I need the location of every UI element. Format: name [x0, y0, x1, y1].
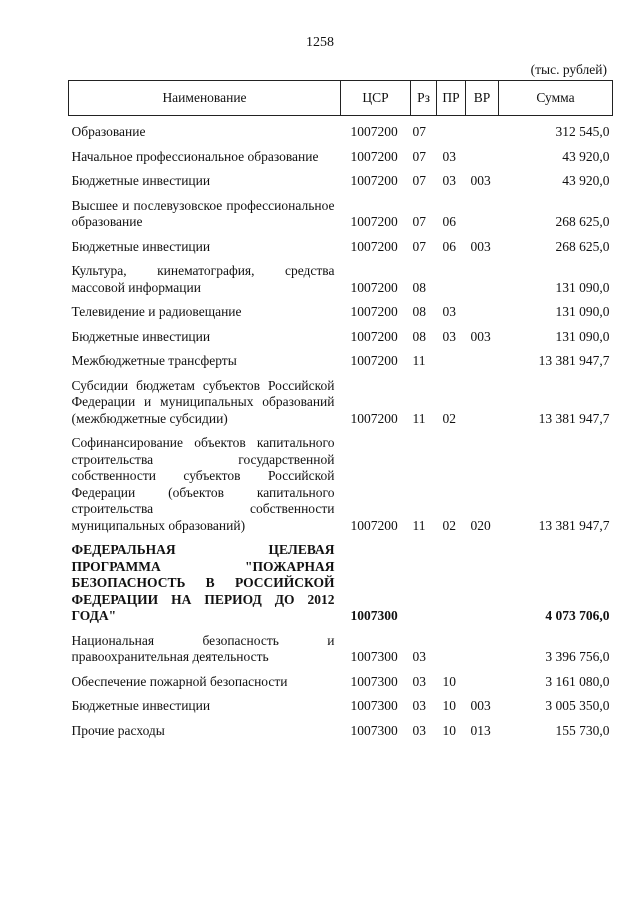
- row-pr: 10: [442, 722, 456, 738]
- row-rz: 11: [412, 517, 426, 533]
- header-name: Наименование: [69, 81, 341, 116]
- row-name: Высшее и послевузовское профессиональное образование: [71, 197, 335, 229]
- header-sum: Сумма: [499, 81, 613, 116]
- row-name: Телевидение и радиовещание: [71, 304, 242, 319]
- row-name: Культура, кинематография, средства массовой информации: [71, 263, 335, 295]
- row-name: Прочие расходы: [71, 722, 165, 738]
- header-pr: ПР: [437, 81, 466, 116]
- row-pr: [437, 345, 466, 370]
- table-row: [69, 296, 613, 321]
- row-sum: 13 381 947,7: [538, 353, 610, 368]
- row-vr: [466, 345, 499, 370]
- row-name: Бюджетные инвестиции: [71, 698, 211, 713]
- row-sum: 3 161 080,0: [545, 673, 610, 689]
- table-row: [69, 190, 613, 231]
- row-rz: 08: [412, 328, 426, 344]
- row-pr: 02: [442, 410, 456, 426]
- row-csr: 1007300: [350, 608, 398, 623]
- row-pr: 06: [442, 214, 456, 229]
- row-sum: 312 545,0: [555, 124, 610, 139]
- row-name: Обеспечение пожарной безопасности: [71, 673, 288, 689]
- budget-table: [68, 80, 613, 739]
- header-rz: Рз: [411, 81, 437, 116]
- table-row: [69, 534, 613, 625]
- row-sum: 131 090,0: [555, 279, 610, 295]
- row-pr: 02: [442, 517, 456, 533]
- row-vr: 003: [470, 238, 491, 254]
- row-csr: 1007200: [350, 124, 398, 139]
- row-pr: [437, 625, 466, 666]
- row-vr: [466, 141, 499, 166]
- row-name: Софинансирование объектов капитального строительства государственной собственности субъектов Российской Федерации (объектов капитального строительства собственности муниципальных образований): [71, 435, 335, 533]
- row-csr: 1007300: [350, 673, 398, 689]
- row-sum: 155 730,0: [555, 722, 610, 738]
- page-number: 1258: [306, 35, 334, 50]
- row-rz: 03: [412, 673, 426, 689]
- row-csr: 1007200: [350, 328, 398, 344]
- row-vr: [466, 534, 499, 625]
- row-rz: 07: [412, 124, 426, 139]
- row-rz: 07: [412, 238, 426, 254]
- row-pr: 10: [442, 698, 456, 713]
- row-pr: [437, 255, 466, 296]
- row-sum: 43 920,0: [562, 173, 610, 188]
- row-csr: 1007200: [350, 410, 398, 426]
- row-vr: 003: [470, 698, 491, 713]
- row-vr: [466, 190, 499, 231]
- row-pr: 06: [442, 238, 456, 254]
- row-vr: [466, 255, 499, 296]
- table-row: [69, 255, 613, 296]
- row-csr: 1007200: [350, 238, 398, 254]
- row-rz: [411, 534, 437, 625]
- row-rz: 07: [412, 148, 426, 164]
- row-name: Национальная безопасность и правоохранительная деятельность: [71, 632, 335, 664]
- row-pr: 03: [442, 148, 456, 164]
- table-row: [69, 427, 613, 534]
- row-vr: [466, 116, 499, 141]
- row-csr: 1007200: [350, 304, 398, 319]
- header-vr: ВР: [466, 81, 499, 116]
- table-row: [69, 370, 613, 428]
- row-pr: 03: [442, 304, 456, 319]
- row-sum: 3 005 350,0: [545, 698, 610, 713]
- units-label: (тыс. рублей): [530, 62, 607, 77]
- row-vr: 013: [470, 722, 491, 738]
- row-csr: 1007300: [350, 698, 398, 713]
- row-name: Бюджетные инвестиции: [71, 238, 211, 254]
- row-csr: 1007200: [350, 279, 398, 295]
- row-sum: 4 073 706,0: [545, 608, 610, 623]
- row-vr: [466, 296, 499, 321]
- row-vr: [466, 666, 499, 691]
- row-rz: 08: [412, 304, 426, 319]
- row-csr: 1007300: [350, 649, 398, 664]
- row-csr: 1007200: [350, 353, 398, 368]
- row-name: Субсидии бюджетам субъектов Российской Федерации и муниципальных образований (межбюджетные субсидии): [71, 377, 335, 426]
- row-pr: 03: [442, 173, 456, 188]
- header-csr: ЦСР: [341, 81, 411, 116]
- table-row: [69, 116, 613, 141]
- table-body: [69, 116, 613, 740]
- row-csr: 1007300: [350, 722, 398, 738]
- row-rz: 07: [412, 214, 426, 229]
- row-rz: 08: [412, 279, 426, 295]
- row-name: Начальное профессиональное образование: [71, 148, 319, 164]
- table-row: [69, 321, 613, 346]
- row-vr: [466, 625, 499, 666]
- table-header-row: [69, 81, 613, 116]
- row-pr: [437, 534, 466, 625]
- row-csr: 1007200: [350, 148, 398, 164]
- row-sum: 131 090,0: [555, 304, 610, 319]
- row-sum: 13 381 947,7: [538, 410, 610, 426]
- row-sum: 131 090,0: [555, 328, 610, 344]
- row-csr: 1007200: [350, 173, 398, 188]
- row-csr: 1007200: [350, 214, 398, 229]
- row-name: Бюджетные инвестиции: [71, 173, 211, 188]
- row-csr: 1007200: [350, 517, 398, 533]
- row-vr: [466, 370, 499, 428]
- row-rz: 03: [412, 722, 426, 738]
- row-rz: 07: [412, 173, 426, 188]
- table-row: [69, 141, 613, 166]
- row-vr: 020: [470, 517, 491, 533]
- row-sum: 3 396 756,0: [545, 649, 610, 664]
- row-name: Бюджетные инвестиции: [71, 328, 211, 344]
- table-row: [69, 345, 613, 370]
- row-rz: 11: [412, 353, 426, 368]
- row-sum: 268 625,0: [555, 214, 610, 229]
- row-vr: 003: [470, 173, 491, 188]
- row-name: Межбюджетные трансферты: [71, 353, 237, 368]
- row-name: Образование: [71, 124, 146, 139]
- table-row: [69, 165, 613, 190]
- row-rz: 03: [412, 698, 426, 713]
- row-pr: 10: [442, 673, 456, 689]
- table-row: [69, 715, 613, 740]
- row-rz: 03: [412, 649, 426, 664]
- row-name: ФЕДЕРАЛЬНАЯ ЦЕЛЕВАЯ ПРОГРАММА "ПОЖАРНАЯ БЕЗОПАСНОСТЬ В РОССИЙСКОЙ ФЕДЕРАЦИИ НА ПЕРИОД ДО 2012 ГОДА": [71, 542, 335, 623]
- row-sum: 268 625,0: [555, 238, 610, 254]
- row-sum: 13 381 947,7: [538, 517, 610, 533]
- table-row: [69, 666, 613, 691]
- row-pr: 03: [442, 328, 456, 344]
- row-vr: 003: [470, 328, 491, 344]
- row-sum: 43 920,0: [562, 148, 610, 164]
- row-pr: [437, 116, 466, 141]
- row-rz: 11: [412, 410, 426, 426]
- table-row: [69, 690, 613, 715]
- table-row: [69, 231, 613, 256]
- table-row: [69, 625, 613, 666]
